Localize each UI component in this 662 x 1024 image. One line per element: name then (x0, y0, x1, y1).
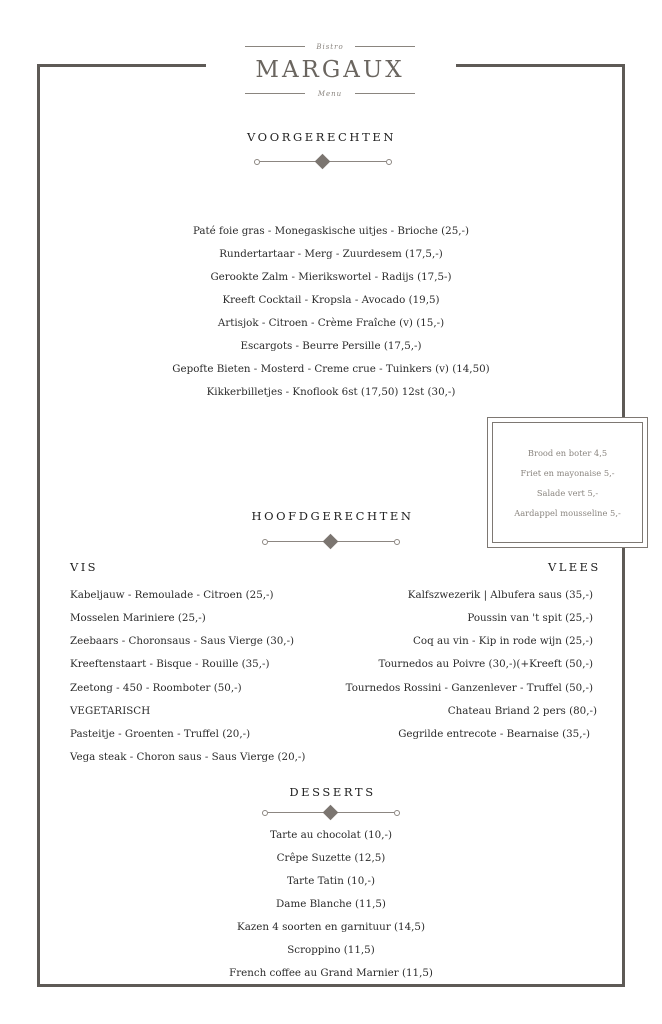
list-item: Paté foie gras - Monegaskische uitjes - Brioche (25,-) (192, 225, 470, 237)
section-title-hoofdgerechten: HOOFDGERECHTEN (251, 509, 414, 523)
list-item: Kreeft Cocktail - Kropsla - Avocado (19,5) (222, 294, 440, 306)
list-item: Pasteitje - Groenten - Truffel (20,-) (70, 728, 251, 740)
list-item: Chateau Briand 2 pers (80,-) (447, 705, 597, 717)
side-item: Friet en mayonaise 5,- (520, 468, 615, 478)
list-item: Zeebaars - Choronsaus - Saus Vierge (30,-) (70, 635, 295, 647)
list-item: Coq au vin - Kip in rode wijn (25,-) (413, 635, 593, 647)
list-item: Poussin van 't spit (25,-) (467, 612, 593, 624)
list-item: Gerookte Zalm - Mierikswortel - Radijs (17,5-) (210, 271, 452, 283)
frame-top-right (456, 64, 625, 67)
list-item: Kreeftenstaart - Bisque - Rouille (35,-) (70, 658, 270, 670)
list-item: Kabeljauw - Remoulade - Citroen (25,-) (70, 589, 274, 601)
list-item: Gepofte Bieten - Mosterd - Creme crue - Tuinkers (v) (14,50) (172, 363, 490, 375)
list-item: Rundertartaar - Merg - Zuurdesem (17,5,-) (219, 248, 443, 260)
list-item: Crêpe Suzette (12,5) (276, 852, 386, 864)
list-item: Zeetong - 450 - Roomboter (50,-) (70, 682, 242, 694)
logo-name: MARGAUX (255, 57, 405, 83)
section-title-voorgerechten: VOORGERECHTEN (246, 130, 396, 144)
list-item: Kazen 4 soorten en garnituur (14,5) (237, 921, 425, 933)
side-item: Aardappel mousseline 5,- (514, 508, 621, 518)
logo-bottom-text: Menu (317, 90, 343, 98)
list-item: Tarte Tatin (10,-) (286, 875, 376, 887)
side-item: Salade vert 5,- (536, 488, 599, 498)
divider-voorgerechten (254, 154, 392, 170)
side-item: Brood en boter 4,5 (527, 448, 608, 458)
divider-hoofdgerechten (262, 534, 400, 550)
list-item: Dame Blanche (11,5) (276, 898, 386, 910)
list-item: Tournedos Rossini - Ganzenlever - Truffel (50,-) (345, 682, 593, 694)
vegetarisch-subheading: VEGETARISCH (70, 705, 151, 717)
list-item: Vega steak - Choron saus - Saus Vierge (20,-) (70, 751, 306, 763)
vis-heading: VIS (70, 560, 98, 574)
list-item: Artisjok - Citroen - Crème Fraîche (v) (15,-) (217, 317, 445, 329)
list-item: Kalfszwezerik | Albufera saus (35,-) (407, 589, 593, 601)
divider-desserts (262, 805, 400, 821)
frame-left (37, 64, 40, 987)
list-item: Kikkerbilletjes - Knoflook 6st (17,50) 12st (30,-) (206, 386, 456, 398)
list-item: Gegrilde entrecote - Bearnaise (35,-) (398, 728, 590, 740)
section-title-desserts: DESSERTS (289, 785, 376, 799)
list-item: Mosselen Mariniere (25,-) (70, 612, 206, 624)
logo-top-text: Bistro (316, 43, 344, 51)
list-item: Escargots - Beurre Persille (17,5,-) (240, 340, 422, 352)
frame-bottom (37, 984, 625, 987)
list-item: French coffee au Grand Marnier (11,5) (229, 967, 433, 979)
sides-box (487, 417, 648, 548)
list-item: Tournedos au Poivre (30,-)(+Kreeft (50,-) (378, 658, 593, 670)
list-item: Scroppino (11,5) (287, 944, 375, 956)
list-item: Tarte au chocolat (10,-) (270, 829, 392, 841)
frame-top-left (37, 64, 206, 67)
vlees-heading: VLEES (548, 560, 601, 574)
logo (245, 44, 415, 100)
